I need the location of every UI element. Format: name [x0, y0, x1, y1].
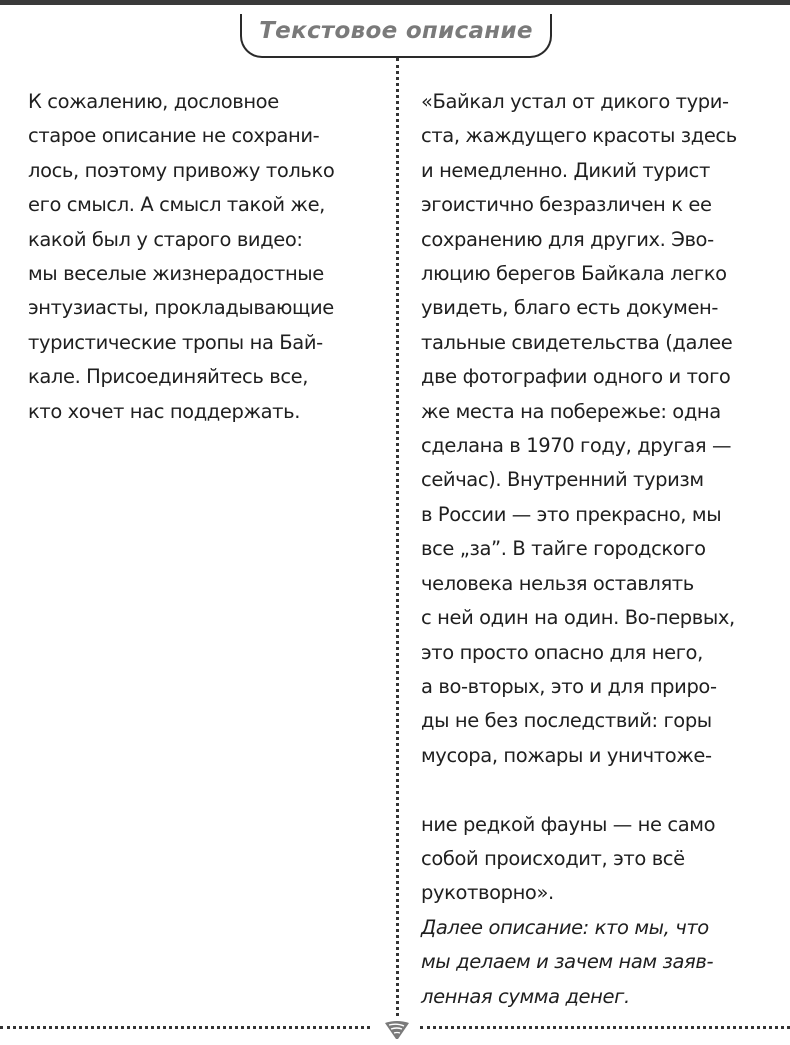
text-line: эгоистично безразличен к ее — [421, 193, 712, 217]
text-line: его смысл. А смысл такой же, — [28, 193, 325, 217]
text-line: сохранению для других. Эво- — [421, 227, 714, 251]
text-line: с ней один на один. Во-первых, — [421, 606, 735, 630]
text-line: какой был у старого видео: — [28, 227, 303, 251]
text-line: сделана в 1970 году, другая — — [421, 434, 732, 458]
funnel-icon — [383, 1019, 411, 1043]
bottom-rule-right — [420, 1026, 790, 1029]
text-line: мусора, пожары и уничтоже- — [421, 743, 712, 767]
italic-note-line: Далее описание: кто мы, что — [421, 915, 709, 939]
text-line: старое описание не сохрани- — [28, 124, 320, 148]
text-line: ды не без последствий: горы — [421, 709, 712, 733]
text-line: мы веселые жизнерадостные — [28, 262, 324, 286]
text-line: все „за”. В тайге городского — [421, 537, 706, 561]
text-line: человека нельзя оставлять — [421, 571, 694, 595]
text-line: ста, жаждущего красоты здесь — [421, 124, 737, 148]
text-line: сейчас). Внутренний туризм — [421, 468, 704, 492]
text-line: рукотворно». — [421, 881, 554, 905]
text-line: собой происходит, это всё — [421, 846, 685, 870]
text-line: «Байкал устал от дикого тури- — [421, 90, 729, 113]
text-line: люцию берегов Байкала легко — [421, 262, 727, 286]
section-header — [240, 14, 552, 58]
top-bar — [0, 0, 790, 5]
text-line: кале. Присоединяйтесь все, — [28, 365, 309, 389]
italic-note-line: ленная сумма денег. — [421, 984, 630, 1008]
text-line: две фотографии одного и того — [421, 365, 731, 389]
section-title: Текстовое описание — [259, 18, 533, 44]
paragraph-gap — [421, 773, 781, 807]
text-line: увидеть, благо есть докумен- — [421, 296, 719, 320]
text-line: туристические тропы на Бай- — [28, 330, 323, 354]
text-line: в России — это прекрасно, мы — [421, 502, 722, 526]
text-line: тальные свидетельства (далее — [421, 330, 733, 354]
text-line: энтузиасты, прокладывающие — [28, 296, 334, 320]
bottom-rule-left — [0, 1026, 370, 1029]
text-line: это просто опасно для него, — [421, 640, 703, 664]
italic-note-line: мы делаем и зачем нам заяв- — [421, 950, 714, 974]
text-line: кто хочет нас поддержать. — [28, 399, 301, 423]
text-line: а во-вторых, это и для приро- — [421, 674, 717, 698]
text-line: лось, поэтому привожу только — [28, 158, 335, 182]
text-line: и немедленно. Дикий турист — [421, 158, 710, 182]
text-line: К сожалению, дословное — [28, 90, 279, 113]
left-column — [28, 85, 383, 429]
right-column — [421, 85, 781, 1014]
column-divider — [396, 58, 399, 1016]
text-line: же места на побережье: одна — [421, 399, 721, 423]
text-line: ние редкой фауны — не само — [421, 812, 716, 836]
